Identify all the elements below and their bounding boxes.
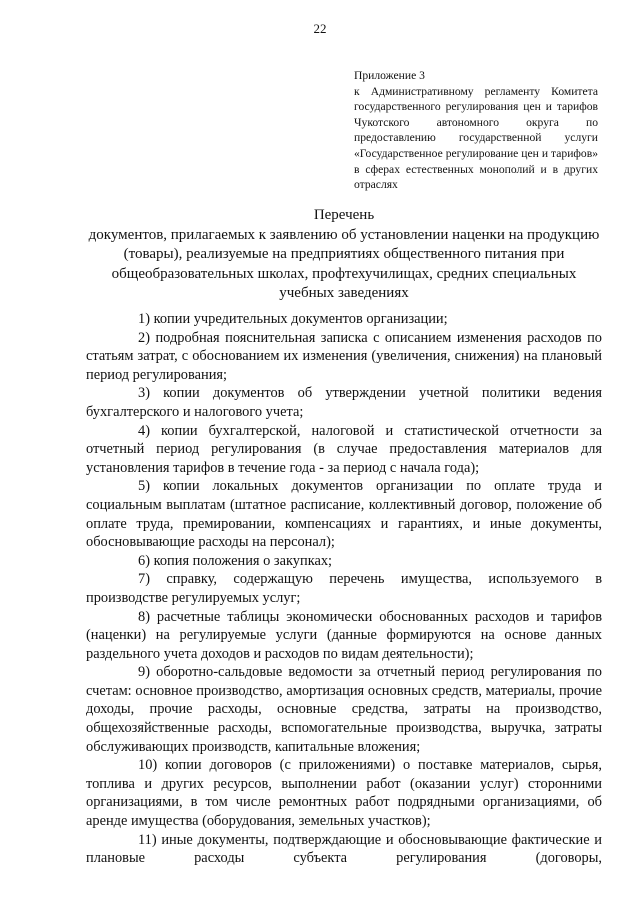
- list-item: 5) копии локальных документов организации по оплате труда и социальным выплатам (штатное расписание, коллективный договор, положение об оплате труда, премировании, компенсациях и гарантиях, и иные документы, обосновывающие расходы на персонал);: [86, 478, 602, 551]
- list-item: 4) копии бухгалтерской, налоговой и статистической отчетности за отчетный период регулирования (в случае предоставления материалов для установления тарифов в течение года - за период с начала года);: [86, 422, 602, 476]
- list-item: 10) копии договоров (с приложениями) о поставке материалов, сырья, топлива и других ресурсов, выполнении работ (оказании услуг) сторонними организациями, в том числе ремонтных работ подрядными организациями, об аренде имущества (оборудования, земельных участков);: [86, 757, 602, 830]
- heading-subtitle: документов, прилагаемых к заявлению об установлении наценки на продукцию (товары), реализуемые на предприятиях общественного питания при общеобразовательных школах, профтехучилищах, средних специальных учебных заведениях: [88, 226, 600, 302]
- appendix-description: к Административному регламенту Комитета государственного регулирования цен и тарифов Чукотского автономного округа по предоставлению государственной услуги «Государственное регулирование цен и тарифов» в сферах естественных монополий и в других отраслях: [354, 84, 598, 192]
- documents-list: [86, 310, 602, 868]
- page-number: 22: [313, 21, 327, 36]
- list-item: 9) оборотно-сальдовые ведомости за отчетный период регулирования по счетам: основное производство, амортизация основных средств, материалы, прочие доходы, прочие расходы, основные средства, затраты на производство, общехозяйственные расходы, вспомогательные производства, выручка, затраты обслуживающих производств, капитальные вложения;: [86, 664, 602, 755]
- heading-title: Перечень: [313, 207, 375, 223]
- list-item: 8) расчетные таблицы экономически обоснованных расходов и тарифов (наценки) на регулируемые услуги (данные формируются на основе данных раздельного учета доходов и расходов по видам деятельности);: [86, 608, 602, 662]
- list-item: 3) копии документов об утверждении учетной политики ведения бухгалтерского и налогового учета;: [86, 385, 602, 420]
- list-item: 7) справку, содержащую перечень имущества, используемого в производстве регулируемых услуг;: [86, 571, 602, 606]
- document-heading: [86, 206, 602, 304]
- list-item: 6) копия положения о закупках;: [138, 552, 333, 569]
- list-item: 11) иные документы, подтверждающие и обосновывающие фактические и плановые расходы субъекта регулирования (договоры,: [86, 831, 602, 867]
- list-item: 2) подробная пояснительная записка с описанием изменения расходов по статьям затрат, с обоснованием их изменения (увеличения, снижения) на плановый период регулирования;: [86, 329, 602, 383]
- appendix-title: Приложение 3: [354, 69, 425, 82]
- list-item: 1) копии учредительных документов организации;: [138, 311, 448, 327]
- appendix-block: [354, 68, 598, 193]
